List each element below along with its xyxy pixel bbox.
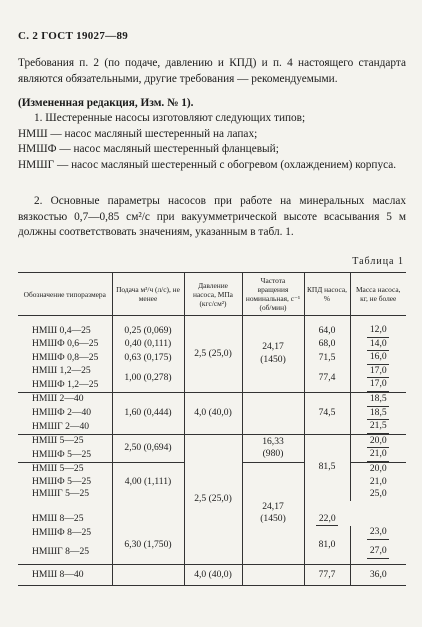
cell-flow: 2,50 (0,694) bbox=[112, 434, 184, 462]
cell-name: НМШ 8—40 bbox=[18, 564, 112, 585]
types-intro: 1. Шестеренные насосы изготовляют следующих типов; bbox=[34, 112, 306, 124]
cell-name: НМШФ 8—25 bbox=[32, 526, 92, 538]
cell-frequency bbox=[242, 462, 304, 564]
cell-name: НМШ 5—25 bbox=[18, 434, 112, 448]
cell-name: НМШФ 5—25 bbox=[32, 475, 92, 487]
freq-rpm: (1450) bbox=[260, 513, 286, 525]
parameters-table bbox=[18, 272, 406, 586]
cell-frequency bbox=[242, 316, 304, 393]
paragraph-requirements: Требования п. 2 (по подаче, давлению и КПД) и п. 4 настоящего стандарта являются обязательными, другие требования — рекомендуемыми. bbox=[18, 57, 406, 85]
cell-mass: 18,5 bbox=[350, 407, 406, 421]
page-header: С. 2 ГОСТ 19027—89 bbox=[18, 30, 129, 42]
cell-flow: 6,30 (1,750) bbox=[112, 526, 184, 564]
cell-kpd: 81,5 bbox=[304, 434, 350, 500]
cell-flow: 0,40 (0,111) bbox=[112, 338, 184, 352]
freq-value: 24,17 bbox=[262, 500, 284, 512]
col-header-pressure: Давление насоса, МПа (кгс/см²) bbox=[184, 273, 242, 316]
cell-flow bbox=[112, 513, 184, 527]
cell-name: НМШФ 1,2—25 bbox=[32, 378, 99, 390]
freq-rpm: (980) bbox=[262, 448, 284, 460]
table-caption: Таблица 1 bbox=[352, 256, 404, 267]
cell-frequency bbox=[242, 564, 304, 585]
cell-name: НМШГ 8—25 bbox=[32, 545, 90, 557]
cell-name bbox=[18, 501, 112, 513]
cell-mass: 27,0 bbox=[350, 540, 406, 565]
cell-kpd: 71,5 bbox=[304, 351, 350, 365]
col-header-efficiency: КПД насоса, % bbox=[304, 273, 350, 316]
cell-name: НМШ 1,2—25 bbox=[32, 365, 91, 377]
table-row bbox=[18, 434, 406, 448]
col-header-flow: Подача м³/ч (л/с), не менее bbox=[112, 273, 184, 316]
cell-mass: 20,0 bbox=[350, 462, 406, 475]
cell-mass: 23,0 bbox=[350, 526, 406, 540]
cell-name: НМШ 8—25 bbox=[32, 513, 84, 525]
type-nmshg: НМШГ — насос масляный шестеренный с обогревом (охлаждением) корпуса. bbox=[18, 158, 397, 171]
freq-value: 24,17 bbox=[262, 341, 284, 353]
cell-mass: 17,0 bbox=[350, 378, 406, 392]
cell-mass: 16,0 bbox=[350, 351, 406, 365]
cell-name: НМШФ 5—25 bbox=[32, 448, 92, 460]
col-header-mass: Масса насоса, кг, не более bbox=[350, 273, 406, 316]
cell-name: НМШФ 0,6—25 bbox=[32, 338, 99, 350]
cell-frequency bbox=[242, 434, 304, 462]
table-row bbox=[18, 316, 406, 338]
col-header-designation: Обозначение типоразмера bbox=[18, 273, 112, 316]
cell-mass bbox=[304, 501, 350, 513]
paragraph-amendment: (Измененная редакция, Изм. № 1). bbox=[18, 97, 194, 109]
cell-flow: 1,00 (0,278) bbox=[112, 365, 184, 393]
cell-flow bbox=[112, 564, 184, 585]
cell-frequency bbox=[242, 392, 304, 434]
freq-value: 16,33 bbox=[262, 435, 284, 447]
paragraph-parameters: 2. Основные параметры насосов при работе на минеральных маслах вязкостью 0,7—0,85 см²/с при вакуумметрической высоте всасывания 5 м должны соответствовать значениям, указанным в табл. 1. bbox=[18, 195, 406, 239]
freq-rpm: (1450) bbox=[260, 353, 286, 365]
cell-kpd: 77,4 bbox=[304, 365, 350, 393]
cell-name: НМШ 2—40 bbox=[18, 392, 112, 406]
type-nmsh: НМШ — насос масляный шестеренный на лапах; bbox=[18, 127, 258, 140]
cell-flow: 4,00 (1,111) bbox=[112, 462, 184, 500]
cell-mass: 17,0 bbox=[350, 365, 406, 379]
cell-mass: 12,0 bbox=[350, 316, 406, 338]
paragraph-types bbox=[18, 111, 406, 173]
cell-mass: 25,0 bbox=[350, 488, 406, 501]
cell-flow: 0,25 (0,069) bbox=[112, 316, 184, 338]
col-header-frequency: Частота вращения номинальная, с⁻¹ (об/мин) bbox=[242, 273, 304, 316]
cell-kpd: 74,5 bbox=[304, 392, 350, 434]
cell-flow: 1,60 (0,444) bbox=[112, 392, 184, 434]
type-nmshf: НМШФ — насос масляный шестеренный фланцевый; bbox=[18, 143, 279, 156]
cell-name: НМШФ 0,8—25 bbox=[32, 351, 99, 363]
cell-pressure: 4,0 (40,0) bbox=[184, 392, 242, 434]
cell-pressure: 2,5 (25,0) bbox=[184, 316, 242, 393]
cell-flow bbox=[112, 501, 184, 513]
cell-name: НМШ 5—25 bbox=[18, 462, 112, 475]
cell-mass: 20,0 bbox=[350, 434, 406, 448]
cell-pressure: 2,5 (25,0) bbox=[184, 434, 242, 564]
cell-kpd: 81,0 bbox=[304, 526, 350, 564]
cell-mass: 22,0 bbox=[304, 513, 350, 527]
cell-name: НМШФ 2—40 bbox=[32, 407, 92, 419]
cell-flow: 0,63 (0,175) bbox=[112, 351, 184, 365]
table-row bbox=[18, 392, 406, 406]
cell-kpd: 77,7 bbox=[304, 564, 350, 585]
cell-kpd: 64,0 bbox=[304, 316, 350, 338]
cell-mass: 21,0 bbox=[350, 448, 406, 462]
cell-mass: 14,0 bbox=[350, 338, 406, 352]
cell-name: НМШГ 2—40 bbox=[32, 420, 90, 432]
cell-mass: 18,5 bbox=[350, 392, 406, 406]
cell-mass: 21,0 bbox=[350, 476, 406, 489]
cell-name: НМШ 0,4—25 bbox=[18, 316, 112, 338]
cell-name: НМШГ 5—25 bbox=[32, 488, 90, 500]
cell-mass: 21,5 bbox=[350, 420, 406, 434]
cell-mass: 36,0 bbox=[350, 564, 406, 585]
table-row bbox=[18, 564, 406, 585]
cell-pressure: 4,0 (40,0) bbox=[184, 564, 242, 585]
cell-kpd: 68,0 bbox=[304, 338, 350, 352]
table-header-row bbox=[18, 273, 406, 316]
